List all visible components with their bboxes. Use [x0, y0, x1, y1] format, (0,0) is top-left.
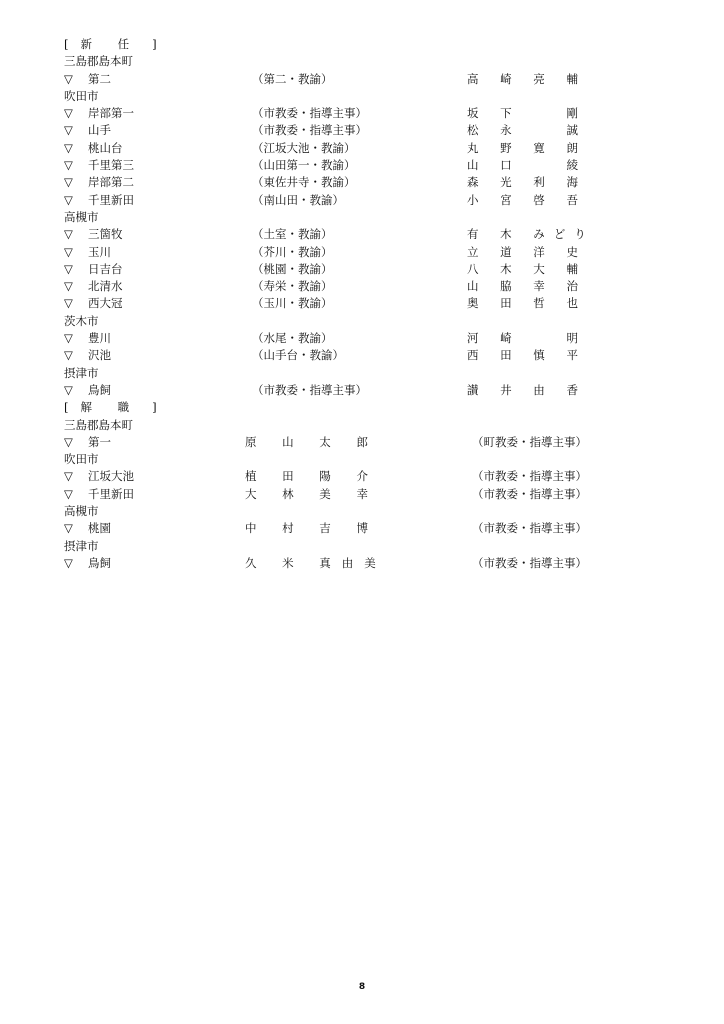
- person-name: 小 宮 啓 吾: [467, 192, 587, 207]
- school-name: 豊川: [88, 331, 111, 346]
- school-name: 日吉台: [88, 261, 123, 276]
- personnel-row: [64, 434, 664, 451]
- person-name: 原 山 太 郎: [245, 434, 379, 449]
- personnel-row: [64, 347, 664, 364]
- person-name: 奥 田 哲 也: [467, 296, 587, 311]
- school-name: 第一: [88, 434, 111, 449]
- previous-post: （土室・教諭）: [252, 227, 333, 242]
- area-heading: 吹田市: [64, 452, 99, 467]
- previous-post: （寿栄・教諭）: [252, 279, 333, 294]
- triangle-marker-icon: ▽: [64, 521, 73, 536]
- school-name: 千里第三: [88, 158, 134, 173]
- previous-post: （市教委・指導主事）: [252, 123, 367, 138]
- person-name: 植 田 陽 介: [245, 469, 379, 484]
- personnel-row: [64, 244, 664, 261]
- person-name: 西 田 慎 平: [467, 348, 587, 363]
- person-name: 山 脇 幸 治: [467, 279, 587, 294]
- area-heading: 三島郡島本町: [64, 417, 133, 432]
- triangle-marker-icon: ▽: [64, 244, 73, 259]
- triangle-marker-icon: ▽: [64, 434, 73, 449]
- personnel-row: [64, 555, 664, 572]
- triangle-marker-icon: ▽: [64, 192, 73, 207]
- school-name: 岸部第一: [88, 106, 134, 121]
- previous-post: （南山田・教諭）: [252, 192, 344, 207]
- section-title: 新 任: [80, 37, 141, 51]
- triangle-marker-icon: ▽: [64, 555, 73, 570]
- previous-post: （芥川・教諭）: [252, 244, 333, 259]
- triangle-marker-icon: ▽: [64, 227, 73, 242]
- personnel-row: [64, 330, 664, 347]
- personnel-row: [64, 174, 664, 191]
- person-name: 立 道 洋 史: [467, 244, 587, 259]
- person-name: 山 口 綾: [467, 158, 587, 173]
- school-name: 千里新田: [88, 486, 134, 501]
- previous-post: （玉川・教諭）: [252, 296, 333, 311]
- personnel-row: [64, 520, 664, 537]
- triangle-marker-icon: ▽: [64, 296, 73, 311]
- personnel-row: [64, 486, 664, 503]
- person-name: 高 崎 亮 輔: [467, 71, 587, 86]
- person-name: 中 村 吉 博: [245, 521, 379, 536]
- area-heading: 高槻市: [64, 209, 99, 224]
- triangle-marker-icon: ▽: [64, 348, 73, 363]
- school-name: 岸部第二: [88, 175, 134, 190]
- person-name: 森 光 利 海: [467, 175, 587, 190]
- previous-post: （市教委・指導主事）: [252, 382, 367, 397]
- person-name: 坂 下 剛: [467, 106, 587, 121]
- bracket-open: [: [64, 400, 69, 415]
- personnel-row: [64, 105, 664, 122]
- school-name: 玉川: [88, 244, 111, 259]
- school-name: 桃園: [88, 521, 111, 536]
- triangle-marker-icon: ▽: [64, 175, 73, 190]
- bracket-close: ]: [152, 400, 157, 415]
- previous-post: （第二・教諭）: [252, 71, 333, 86]
- triangle-marker-icon: ▽: [64, 140, 73, 155]
- new-post: （市教委・指導主事）: [472, 521, 587, 536]
- personnel-row: [64, 382, 664, 399]
- area-heading: 摂津市: [64, 538, 99, 553]
- personnel-row: [64, 295, 664, 312]
- personnel-row: [64, 226, 664, 243]
- person-name: 八 木 大 輔: [467, 261, 587, 276]
- school-name: 江坂大池: [88, 469, 134, 484]
- person-name: 松 永 誠: [467, 123, 587, 138]
- previous-post: （東佐井寺・教諭）: [252, 175, 356, 190]
- triangle-marker-icon: ▽: [64, 486, 73, 501]
- school-name: 北清水: [88, 279, 123, 294]
- bracket-open: [: [64, 37, 69, 51]
- triangle-marker-icon: ▽: [64, 106, 73, 121]
- triangle-marker-icon: ▽: [64, 123, 73, 138]
- new-post: （町教委・指導主事）: [472, 434, 587, 449]
- school-name: 山手: [88, 123, 111, 138]
- person-name: 久 米 真由美: [245, 555, 387, 570]
- triangle-marker-icon: ▽: [64, 382, 73, 397]
- personnel-row: [64, 468, 664, 485]
- triangle-marker-icon: ▽: [64, 71, 73, 86]
- new-appointment-section-heading: [64, 36, 664, 53]
- personnel-row: [64, 157, 664, 174]
- area-heading: 三島郡島本町: [64, 54, 133, 69]
- school-name: 千里新田: [88, 192, 134, 207]
- personnel-row: [64, 278, 664, 295]
- previous-post: （水尾・教諭）: [252, 331, 333, 346]
- person-name: 讃 井 由 香: [467, 382, 587, 397]
- new-post: （市教委・指導主事）: [472, 555, 587, 570]
- personnel-row: [64, 140, 664, 157]
- area-heading: 高槻市: [64, 504, 99, 519]
- area-heading: 摂津市: [64, 365, 99, 380]
- personnel-row: [64, 261, 664, 278]
- previous-post: （市教委・指導主事）: [252, 106, 367, 121]
- previous-post: （山手台・教諭）: [252, 348, 344, 363]
- triangle-marker-icon: ▽: [64, 279, 73, 294]
- new-post: （市教委・指導主事）: [472, 486, 587, 501]
- personnel-row: [64, 71, 664, 88]
- section-title: 解 職: [80, 400, 141, 415]
- school-name: 西大冠: [88, 296, 123, 311]
- school-name: 三箇牧: [88, 227, 123, 242]
- school-name: 沢池: [88, 348, 111, 363]
- person-name: 河 崎 明: [467, 331, 587, 346]
- triangle-marker-icon: ▽: [64, 158, 73, 173]
- personnel-row: [64, 122, 664, 139]
- area-heading: 吹田市: [64, 88, 99, 103]
- area-heading: 茨木市: [64, 313, 99, 328]
- person-name: 大 林 美 幸: [245, 486, 379, 501]
- school-name: 鳥飼: [88, 555, 111, 570]
- school-name: 桃山台: [88, 140, 123, 155]
- new-post: （市教委・指導主事）: [472, 469, 587, 484]
- person-name: 丸 野 寛 朗: [467, 140, 587, 155]
- previous-post: （山田第一・教諭）: [252, 158, 356, 173]
- bracket-close: ]: [152, 37, 157, 51]
- previous-post: （桃園・教諭）: [252, 261, 333, 276]
- school-name: 鳥飼: [88, 382, 111, 397]
- triangle-marker-icon: ▽: [64, 331, 73, 346]
- personnel-list: [64, 36, 664, 572]
- previous-post: （江坂大池・教諭）: [252, 140, 356, 155]
- dismissal-section-heading: [64, 399, 664, 416]
- person-name: 有 木 みどり: [467, 227, 595, 242]
- page-number: 8: [358, 982, 366, 992]
- triangle-marker-icon: ▽: [64, 469, 73, 484]
- personnel-row: [64, 192, 664, 209]
- school-name: 第二: [88, 71, 111, 86]
- triangle-marker-icon: ▽: [64, 261, 73, 276]
